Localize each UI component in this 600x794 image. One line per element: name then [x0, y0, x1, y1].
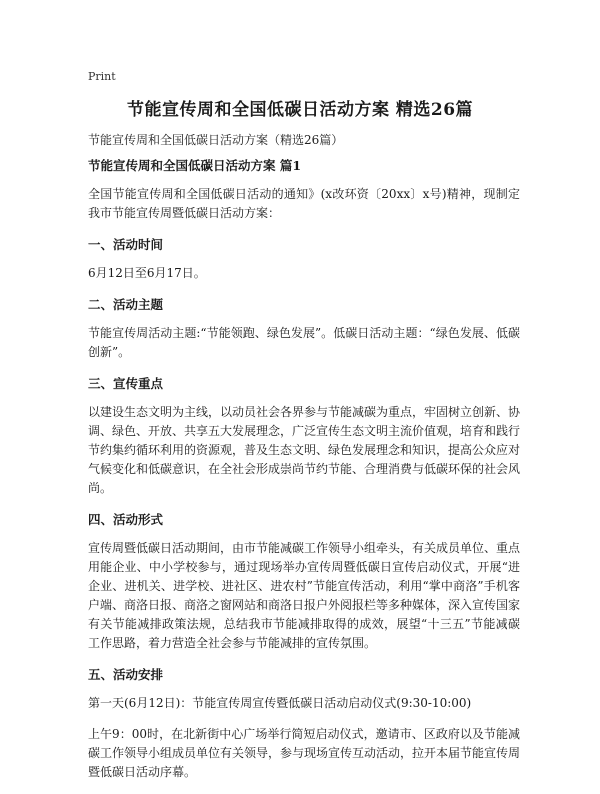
publicity-focus-text: 以建设生态文明为主线，以动员社会各界参与节能减碳为重点，牢固树立创新、协调、绿色、开放、共享五大发展理念，广泛宣传生态文明主流价值观，培育和践行节约集约循环利用的资源观，普及生态文明、绿色发展理念和知识，提高公众应对气候变化和低碳意识，在全社会形成崇尚节约节能、合理消费与低碳环保的社会风尚。 [88, 405, 521, 495]
section-heading: 节能宣传周和全国低碳日活动方案 篇1 [88, 158, 302, 173]
document-subtitle: 节能宣传周和全国低碳日活动方案（精选26篇） [88, 133, 344, 147]
document-title: 节能宣传周和全国低碳日活动方案 精选26篇 [126, 100, 474, 120]
publicity-focus-heading: 三、宣传重点 [88, 376, 164, 391]
activity-time-text: 6月12日至6月17日。 [88, 266, 206, 280]
document-body [88, 156, 520, 794]
activity-form-heading: 四、活动形式 [88, 512, 164, 527]
activity-theme-heading: 二、活动主题 [88, 297, 164, 312]
schedule-day1: 第一天(6月12日)：节能宣传周宣传暨低碳日活动启动仪式(9:30-10:00) [88, 696, 472, 710]
activity-schedule-heading: 五、活动安排 [88, 667, 164, 682]
print-label: Print [88, 70, 116, 83]
schedule-day1-text: 上午9：00时，在北新街中心广场举行简短启动仪式，邀请市、区政府以及节能减碳工作领导小组成员单位有关领导，参与现场宣传互动活动，拉开本届节能宣传周暨低碳日活动序幕。 [88, 727, 521, 779]
activity-time-heading: 一、活动时间 [88, 237, 164, 252]
activity-form-text: 宣传周暨低碳日活动期间，由市节能减碳工作领导小组牵头，有关成员单位、重点用能企业、中小学校参与，通过现场举办宣传周暨低碳日宣传启动仪式，开展“进企业、进机关、进学校、进社区、进农村”节能宣传活动，利用“掌中商洛”手机客户端、商洛日报、商洛之窗网站和商洛日报户外阅报栏等多种媒体，深入宣传国家有关节能减排政策法规，总结我市节能减排取得的成效，展望“十三五”节能减碳工作思路，着力营造全社会参与节能减排的宣传氛围。 [88, 541, 521, 650]
activity-theme-text: 节能宣传周活动主题:“节能领跑、绿色发展”。低碳日活动主题：“绿色发展、低碳创新”。 [88, 326, 520, 359]
intro-paragraph: 全国节能宣传周和全国低碳日活动的通知》(x改环资〔20xx〕x号)精神，现制定我市节能宣传周暨低碳日活动方案： [88, 187, 520, 220]
